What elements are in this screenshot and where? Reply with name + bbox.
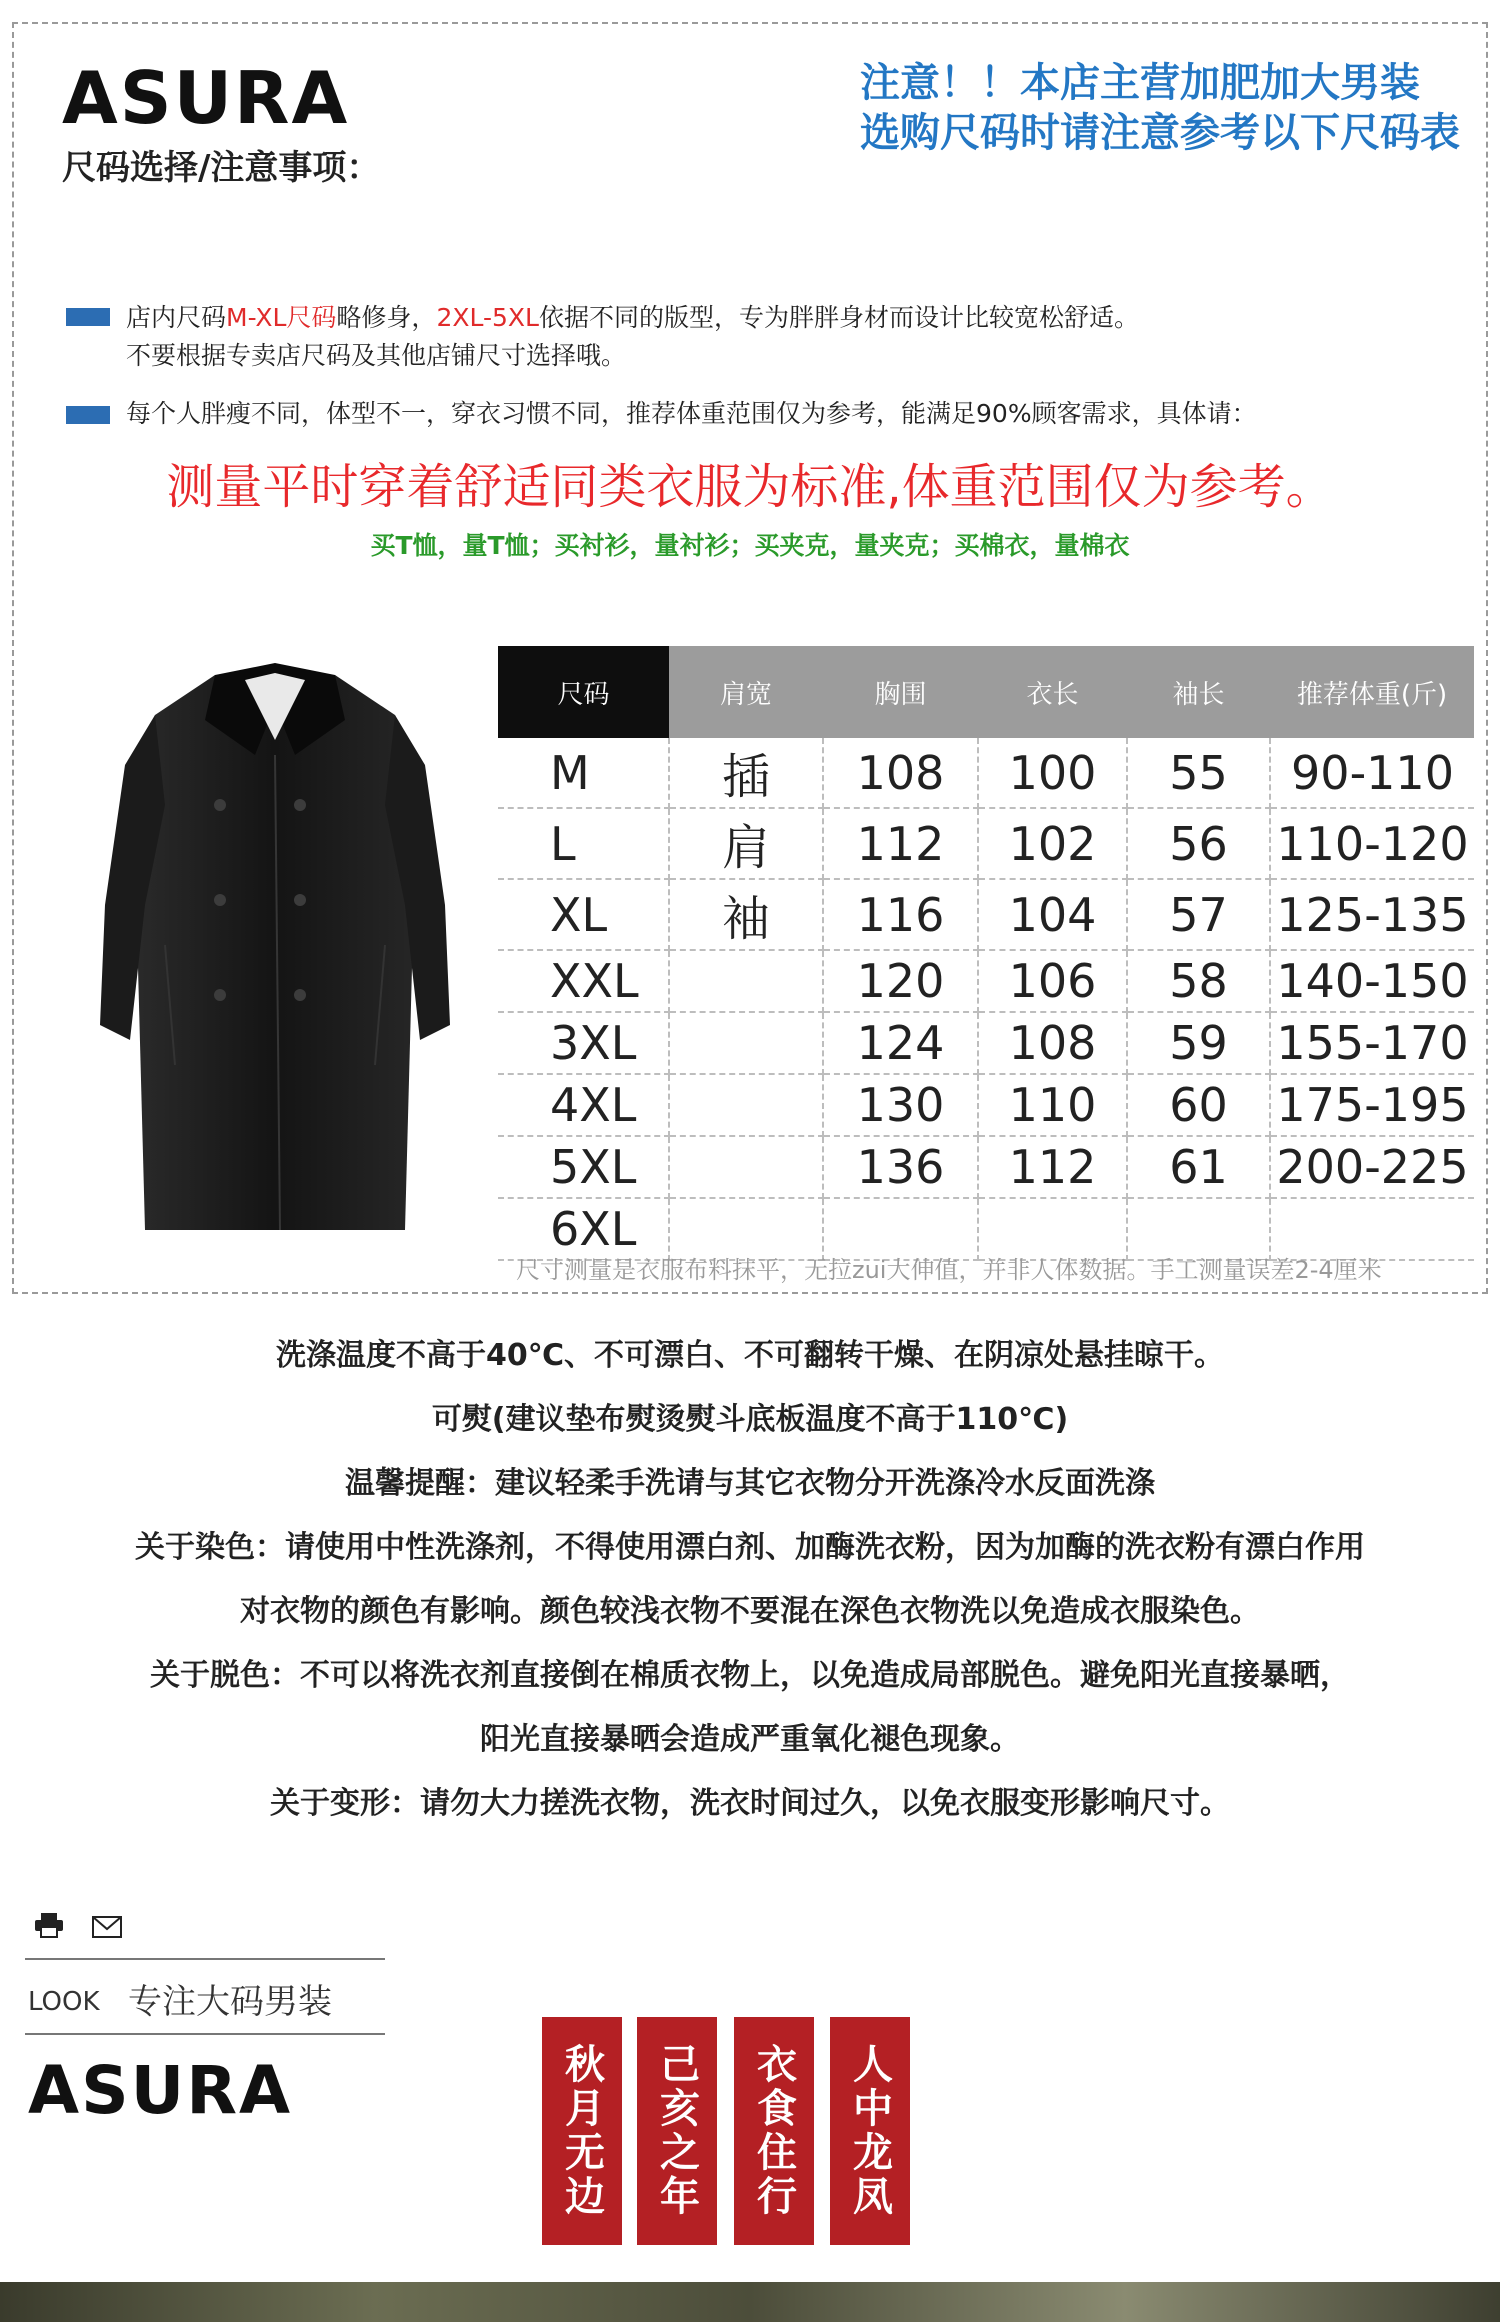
divider [25, 2033, 385, 2035]
cell-chest: 130 [823, 1074, 978, 1136]
cell-chest: 108 [823, 738, 978, 808]
care-line: 阳光直接暴晒会造成严重氧化褪色现象。 [480, 1722, 1020, 1757]
notice-line-2: 选购尺码时请注意参考以下尺码表 [860, 110, 1460, 156]
cell-size: 5XL [498, 1136, 669, 1198]
section-subtitle: 尺码选择/注意事项： [62, 148, 381, 188]
cell-chest: 124 [823, 1012, 978, 1074]
cell-sleeve: 58 [1127, 950, 1270, 1012]
size-table [498, 646, 1474, 1261]
divider [25, 1958, 385, 1960]
cell-weight: 200-225 [1270, 1136, 1474, 1198]
cell-sleeve: 60 [1127, 1074, 1270, 1136]
care-line: 洗涤温度不高于40℃、不可漂白、不可翻转干燥、在阴凉处悬挂晾干。 [275, 1338, 1225, 1373]
seal-stamp: 己亥之年 [637, 2017, 717, 2245]
cell-weight: 155-170 [1270, 1012, 1474, 1074]
cell-shoulder: 肩 [669, 808, 823, 879]
note-line-2: 不要根据专卖店尺码及其他店铺尺寸选择哦。 [126, 341, 627, 370]
printer-icon[interactable] [34, 1912, 64, 1938]
footer-brand-logo: ASURA [28, 2052, 293, 2129]
table-row [498, 950, 1474, 1012]
cell-shoulder [669, 1074, 823, 1136]
seal-stamp: 秋月无边 [542, 2017, 622, 2245]
notice-block [860, 58, 1460, 158]
highlight-warning: 测量平时穿着舒适同类衣服为标准,体重范围仅为参考。 [166, 459, 1334, 515]
cell-length: 106 [978, 950, 1127, 1012]
notice-line-1: 注意！！本店主营加肥加大男装 [860, 60, 1420, 106]
cell-sleeve: 61 [1127, 1136, 1270, 1198]
cell-shoulder [669, 950, 823, 1012]
table-row [498, 879, 1474, 950]
bullet-marker [66, 308, 110, 326]
cell-size: M [498, 738, 669, 808]
cell-sleeve: 57 [1127, 879, 1270, 950]
cell-size: 6XL [498, 1198, 669, 1260]
care-line: 关于脱色：不可以将洗衣剂直接倒在棉质衣物上，以免造成局部脱色。避免阳光直接暴晒， [150, 1658, 1350, 1693]
note-line-3: 每个人胖瘦不同，体型不一，穿衣习惯不同，推荐体重范围仅为参考，能满足90%顾客需求，具体请： [126, 399, 1257, 428]
cell-sleeve: 56 [1127, 808, 1270, 879]
header-shoulder: 肩宽 [669, 646, 823, 738]
note-line-1: 店内尺码M-XL尺码略修身，2XL-5XL依据不同的版型，专为胖胖身材而设计比较宽松舒适。 [126, 303, 1139, 332]
cell-shoulder: 插 [669, 738, 823, 808]
cell-weight: 110-120 [1270, 808, 1474, 879]
care-line: 可熨(建议垫布熨烫熨斗底板温度不高于110℃) [431, 1402, 1069, 1437]
table-row [498, 1136, 1474, 1198]
measure-examples: 买T恤，量T恤；买衬衫，量衬衫；买夹克，量夹克；买棉衣，量棉衣 [370, 531, 1130, 560]
care-line: 温馨提醒：建议轻柔手洗请与其它衣物分开洗涤冷水反面洗涤 [345, 1466, 1155, 1501]
cell-shoulder: 袖 [669, 879, 823, 950]
mail-icon[interactable] [92, 1914, 122, 1940]
seal-stamp: 人中龙凤 [830, 2017, 910, 2245]
coat-image [95, 645, 455, 1235]
look-tagline: 专注大码男装 [128, 1982, 332, 2022]
table-row [498, 738, 1474, 808]
cell-chest: 120 [823, 950, 978, 1012]
look-label: LOOK [28, 1987, 100, 2017]
cell-chest: 116 [823, 879, 978, 950]
cell-length: 108 [978, 1012, 1127, 1074]
cell-size: XXL [498, 950, 669, 1012]
cell-length: 102 [978, 808, 1127, 879]
cell-sleeve: 59 [1127, 1012, 1270, 1074]
care-line: 关于染色：请使用中性洗涤剂，不得使用漂白剂、加酶洗衣粉，因为加酶的洗衣粉有漂白作用 [135, 1530, 1365, 1565]
table-row [498, 1074, 1474, 1136]
header-chest: 胸围 [823, 646, 978, 738]
table-row [498, 808, 1474, 879]
header-size: 尺码 [498, 646, 669, 738]
cell-size: L [498, 808, 669, 879]
brand-logo: ASURA [62, 56, 350, 140]
cell-size: XL [498, 879, 669, 950]
cell-weight: 140-150 [1270, 950, 1474, 1012]
table-header-row [498, 646, 1474, 738]
cell-length: 112 [978, 1136, 1127, 1198]
cell-size: 3XL [498, 1012, 669, 1074]
cell-length: 104 [978, 879, 1127, 950]
table-row [498, 1012, 1474, 1074]
cell-size: 4XL [498, 1074, 669, 1136]
header-weight: 推荐体重(斤) [1270, 646, 1474, 738]
cell-weight: 125-135 [1270, 879, 1474, 950]
measurement-note: 尺寸测量是衣服布料抹平，无拉zui大伸值，并非人体数据。手工测量误差2-4厘米 [516, 1256, 1382, 1284]
care-line: 关于变形：请勿大力搓洗衣物，洗衣时间过久，以免衣服变形影响尺寸。 [270, 1786, 1230, 1821]
cell-chest: 136 [823, 1136, 978, 1198]
cell-shoulder [669, 1012, 823, 1074]
cell-chest: 112 [823, 808, 978, 879]
care-line: 对衣物的颜色有影响。颜色较浅衣物不要混在深色衣物洗以免造成衣服染色。 [240, 1594, 1260, 1629]
cell-length: 100 [978, 738, 1127, 808]
cell-weight: 90-110 [1270, 738, 1474, 808]
header-sleeve: 袖长 [1127, 646, 1270, 738]
seal-stamp: 衣食住行 [734, 2017, 814, 2245]
cell-shoulder [669, 1136, 823, 1198]
bottom-photo-strip [0, 2282, 1500, 2322]
cell-sleeve: 55 [1127, 738, 1270, 808]
cell-weight: 175-195 [1270, 1074, 1474, 1136]
cell-length: 110 [978, 1074, 1127, 1136]
header-length: 衣长 [978, 646, 1127, 738]
bullet-marker [66, 406, 110, 424]
